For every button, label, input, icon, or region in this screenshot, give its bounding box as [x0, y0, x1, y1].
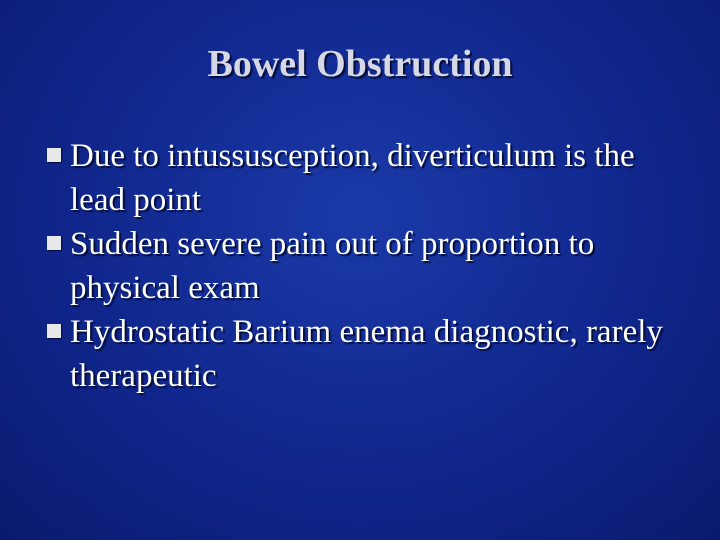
- bullet-text: Sudden severe pain out of proportion to physical exam: [70, 226, 595, 306]
- square-bullet-icon: [47, 236, 61, 250]
- square-bullet-icon: [47, 148, 61, 162]
- square-bullet-icon: [47, 324, 61, 338]
- bullet-item: [44, 310, 694, 398]
- bullet-text: Hydrostatic Barium enema diagnostic, rarely therapeutic: [70, 314, 663, 394]
- bullet-text: Due to intussusception, diverticulum is the lead point: [70, 138, 635, 218]
- bullet-item: [44, 222, 694, 310]
- slide-title: Bowel Obstruction: [207, 43, 513, 85]
- bullet-list: [44, 134, 694, 398]
- bullet-item: [44, 134, 694, 222]
